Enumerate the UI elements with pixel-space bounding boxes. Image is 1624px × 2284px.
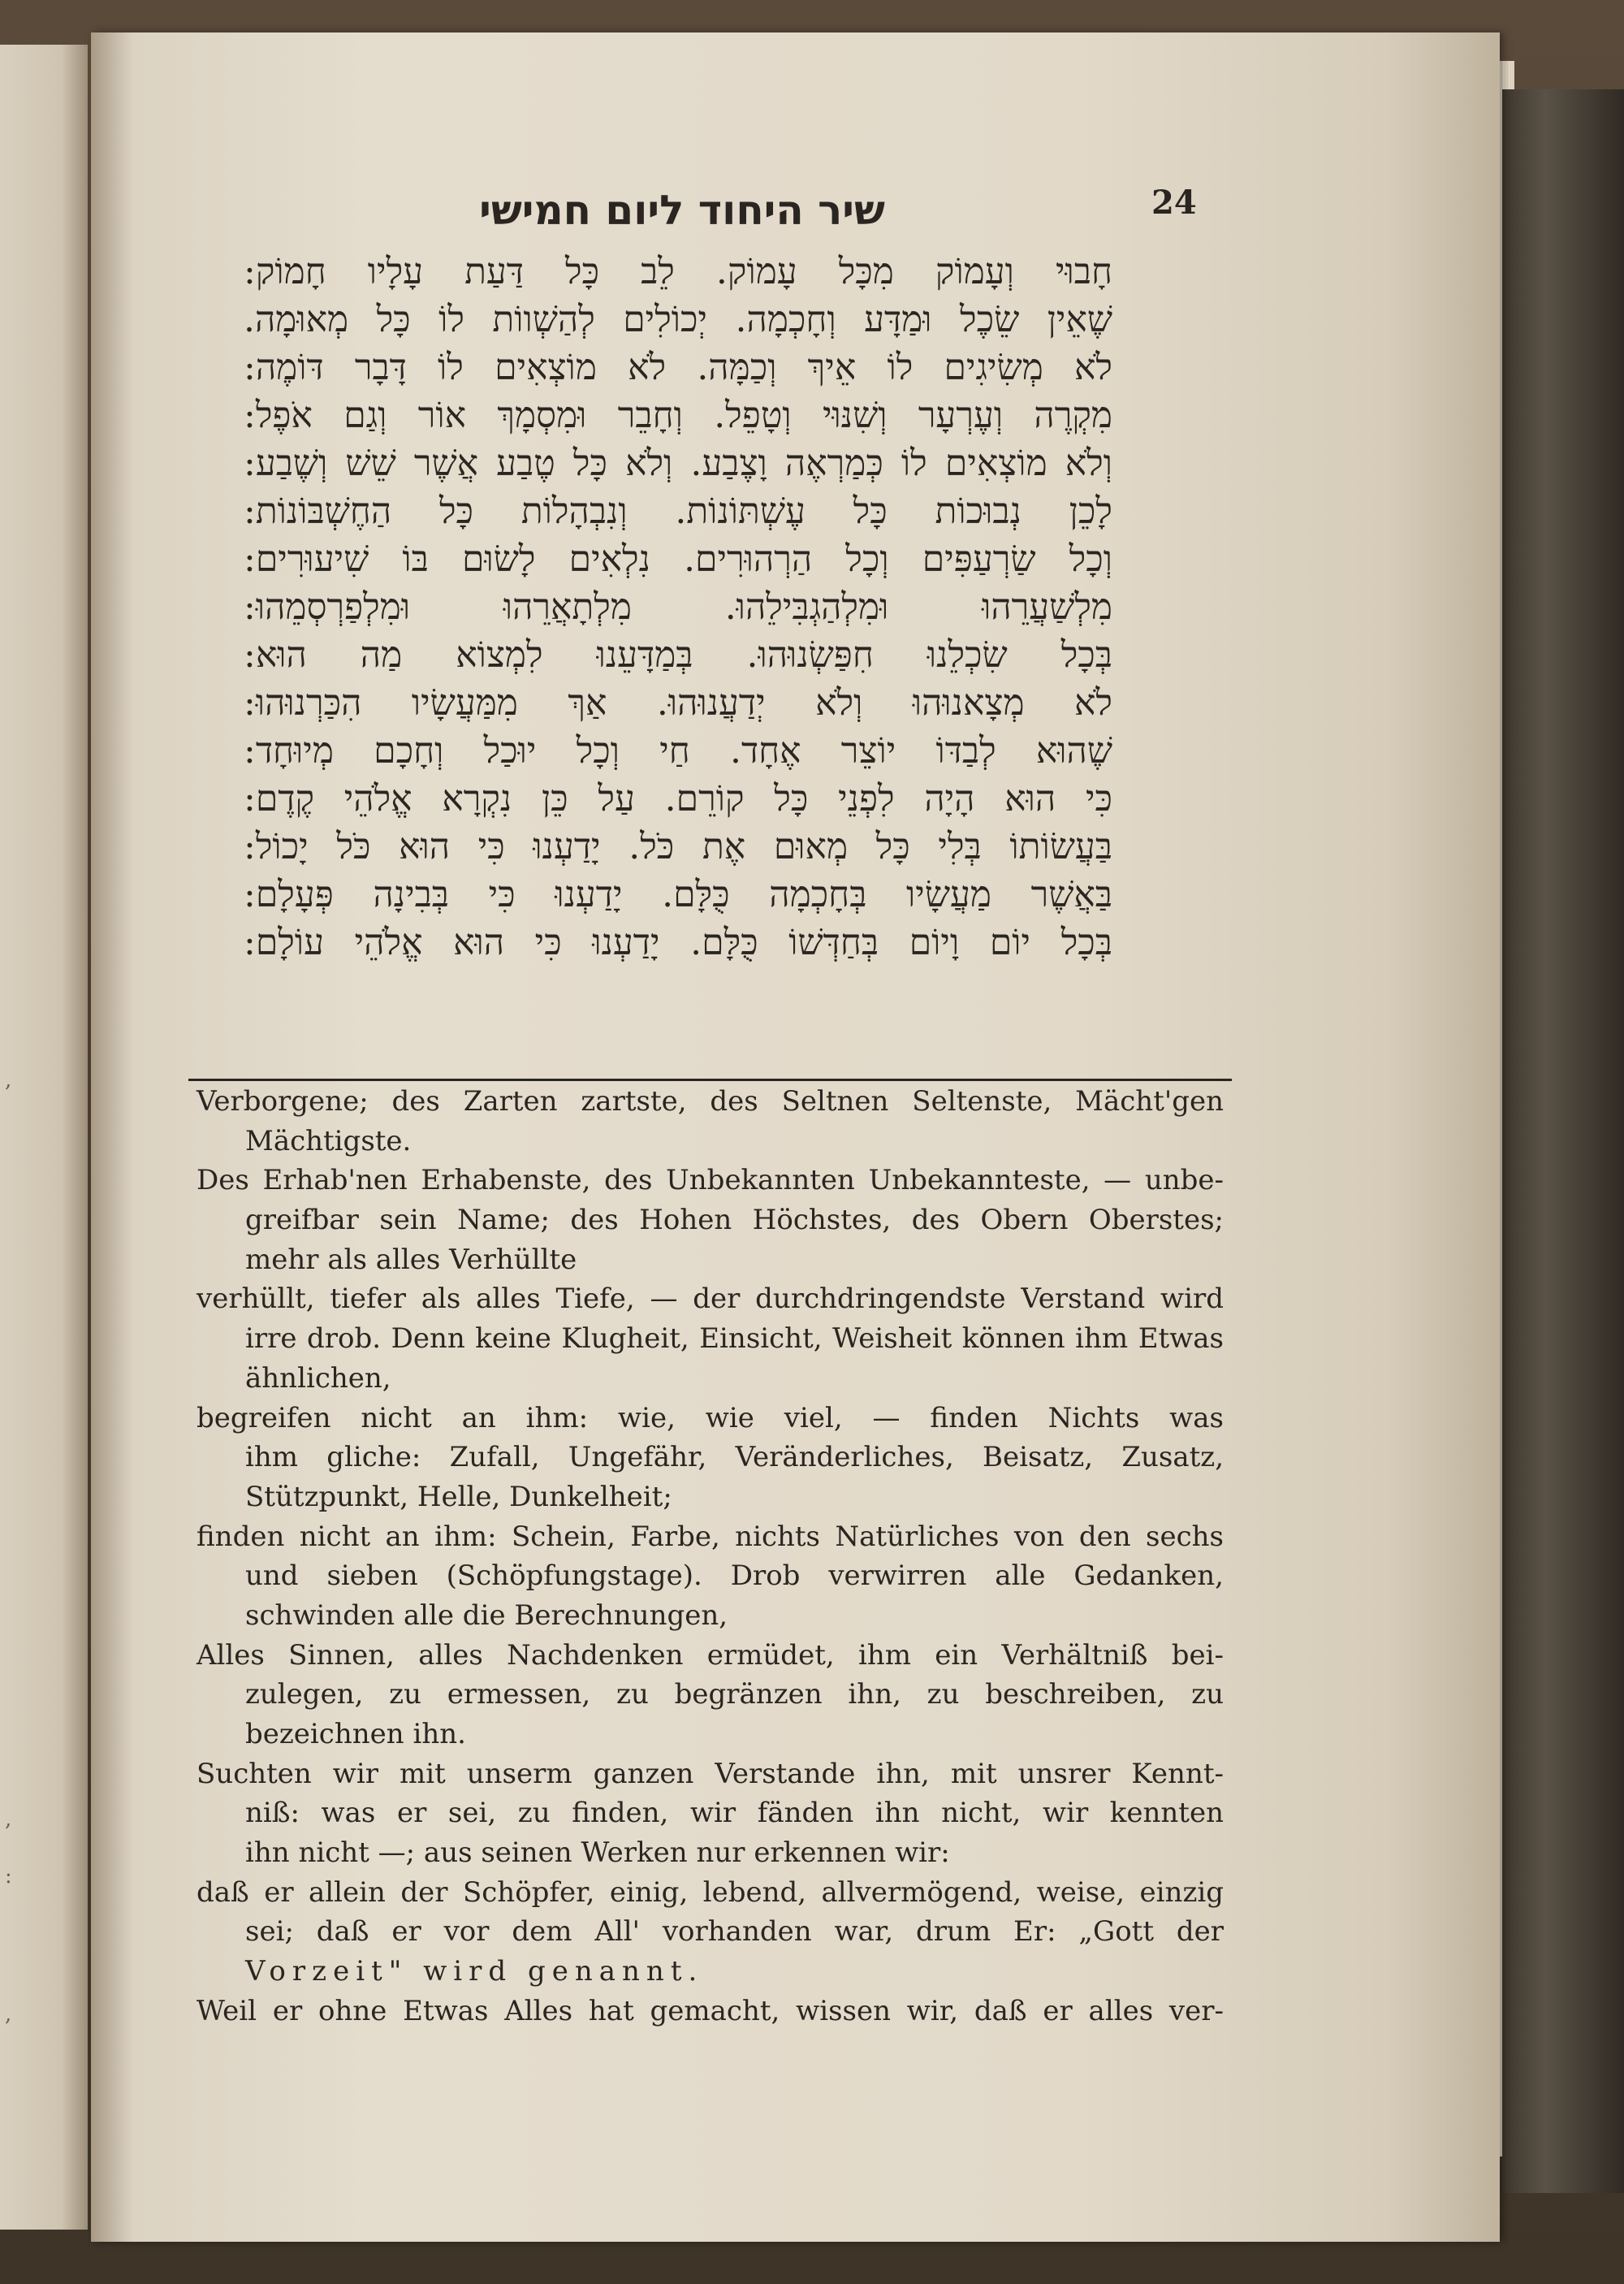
- left-page-marks: , , : ,: [5, 1068, 12, 2027]
- german-line: niß: was er sei, zu finden, wir fänden ihn nicht, wir kennten: [245, 1797, 1224, 1830]
- hebrew-line: לֹא מְצָאנוּהוּ וְלֹא יְדַעֲנוּהוּ. אַךְ מִמַּעֲשָׂיו הִכַּרְנוּהוּ:: [244, 682, 1112, 724]
- german-line: Mächtigste.: [245, 1124, 412, 1157]
- hebrew-line: בַּאֲשֶׁר מַעֲשָׂיו בְּחָכְמָה כֻּלָּם. יָדַעְנוּ כִּי בְּבִינָה פְּעָלָם:: [244, 874, 1112, 915]
- german-line: Stützpunkt, Helle, Dunkelheit;: [245, 1480, 672, 1513]
- german-line: Vorzeit" wird genannt.: [245, 1955, 704, 1988]
- book-cover-edge: [1502, 89, 1624, 2193]
- german-line: finden nicht an ihm: Schein, Farbe, nichts Natürliches von den sechs: [197, 1520, 1224, 1553]
- hebrew-line: וְלֹא מוֹצְאִים לוֹ כְּמַרְאֶה וָצֶבַע. וְלֹא כָּל טֶבַע אֲשֶׁר שֵׁשׁ וְשֶׁבַע:: [244, 443, 1112, 484]
- hebrew-poem: [244, 248, 1112, 967]
- hebrew-line: שֶׁאֵין שֵׂכֶל וּמַדָּע וְחָכְמָה. יְכוֹלִים לְהַשְׁווֹת לוֹ כָּל מְאוּמָה.: [244, 299, 1112, 340]
- german-translation: [197, 1082, 1224, 2031]
- section-divider: [188, 1079, 1232, 1081]
- german-line: verhüllt, tiefer als alles Tiefe, — der durchdringendste Verstand wird: [197, 1283, 1224, 1316]
- german-line: daß er allein der Schöpfer, einig, lebend, allvermögend, weise, einzig: [197, 1875, 1224, 1909]
- hebrew-line: חָבוּי וְעָמוֹק מִכָּל עָמוֹק. לֵב כָּל דַּעַת עָלָיו חָמוֹק:: [244, 251, 1112, 292]
- hebrew-line: לֹא מְשִׂיגִים לוֹ אֵיךְ וְכַמָּה. לֹא מוֹצְאִים לוֹ דָּבָר דּוֹמֶה:: [244, 347, 1112, 388]
- hebrew-line: כִּי הוּא הָיָה לִפְנֵי כָּל קוֹרֵם. עַל כֵּן נִקְרָא אֱלֹהֵי קֶדֶם:: [244, 778, 1112, 820]
- german-line: schwinden alle die Berechnungen,: [245, 1598, 728, 1632]
- german-line: Weil er ohne Etwas Alles hat gemacht, wissen wir, daß er alles ver-: [197, 1994, 1224, 2027]
- hebrew-line: שֶׁהוּא לְבַדּוֹ יוֹצֵר אֶחָד. חַי וְכָל יוּכַל וְחָכָם מְיוּחָד:: [244, 730, 1112, 772]
- german-line: ihm gliche: Zufall, Ungefähr, Veränderliches, Beisatz, Zusatz,: [245, 1441, 1224, 1474]
- german-line: und sieben (Schöpfungstage). Drob verwirren alle Gedanken,: [245, 1559, 1224, 1593]
- german-line: ähnlichen,: [245, 1361, 391, 1395]
- hebrew-line: מִלְשַׁעֲרֵהוּ וּמִלְהַגְבִּילֵהוּ. מִלְתָאֲרֵהוּ וּמִלְפַרְסְמֵהוּ:: [244, 586, 1112, 628]
- hebrew-line: מִקְרֶה וְעֶרְעָר וְשִׁנּוּי וְטָפֵל. וְחָבֵר וּמִסְמָךְ אוֹר וְגַם אֹפֶל:: [244, 395, 1112, 436]
- german-line: sei; daß er vor dem All' vorhanden war, drum Er: „Gott der: [245, 1915, 1224, 1949]
- german-line: zulegen, zu ermessen, zu begränzen ihn, zu beschreiben, zu: [245, 1678, 1224, 1711]
- german-line: mehr als alles Verhüllte: [245, 1243, 577, 1276]
- german-line: Suchten wir mit unserm ganzen Verstande ihn, mit unsrer Kennt-: [197, 1757, 1224, 1790]
- german-line: irre drob. Denn keine Klugheit, Einsicht, Weisheit können ihm Etwas: [245, 1322, 1224, 1356]
- german-line: ihn nicht —; aus seinen Werken nur erkennen wir:: [245, 1836, 950, 1870]
- hebrew-line: בַּעֲשׂוֹתוֹ בְּלִי כָּל מְאוּם אֶת כֹּל. יָדַעְנוּ כִּי הוּא כֹּל יָכוֹל:: [244, 826, 1112, 867]
- german-line: greifbar sein Name; des Hohen Höchstes, des Obern Oberstes;: [245, 1204, 1224, 1237]
- page-number: 24: [1151, 184, 1197, 222]
- hebrew-line: בְּכָל יוֹם וָיוֹם בְּחַדְּשׁוֹ כֻּלָּם. יָדַעְנוּ כִּי הוּא אֱלֹהֵי עוֹלָם:: [244, 922, 1112, 963]
- left-page-edge: [0, 45, 88, 2230]
- german-line: Des Erhab'nen Erhabenste, des Unbekannten Unbekannteste, — unbe-: [197, 1164, 1224, 1197]
- german-line: Alles Sinnen, alles Nachdenken ermüdet, ihm ein Verhältniß bei-: [197, 1638, 1224, 1672]
- german-line: Verborgene; des Zarten zartste, des Seltnen Seltenste, Mächt'gen: [197, 1085, 1224, 1118]
- german-line: bezeichnen ihn.: [245, 1718, 466, 1750]
- hebrew-line: לָכֵן נְבוּכוֹת כָּל עֶשְׁתּוֹנוֹת. וְנִבְהָלוֹת כָּל הַחֶשְׁבּוֹנוֹת:: [244, 491, 1112, 532]
- hebrew-title: שיר היחוד ליום חמישי: [479, 187, 885, 234]
- hebrew-line: וְכָל שַׂרְעַפִּים וְכָל הַרְהוּרִים. נִלְאִים לָשׂוּם בּוֹ שִׁיעוּרִים:: [244, 539, 1112, 580]
- hebrew-line: בְּכָל שִׂכְלֵנוּ חִפַּשְׂנוּהוּ. בְּמַדָּעֵנוּ לִמְצוֹא מַה הוּא:: [244, 634, 1112, 676]
- german-line: begreifen nicht an ihm: wie, wie viel, — finden Nichts was: [197, 1401, 1224, 1434]
